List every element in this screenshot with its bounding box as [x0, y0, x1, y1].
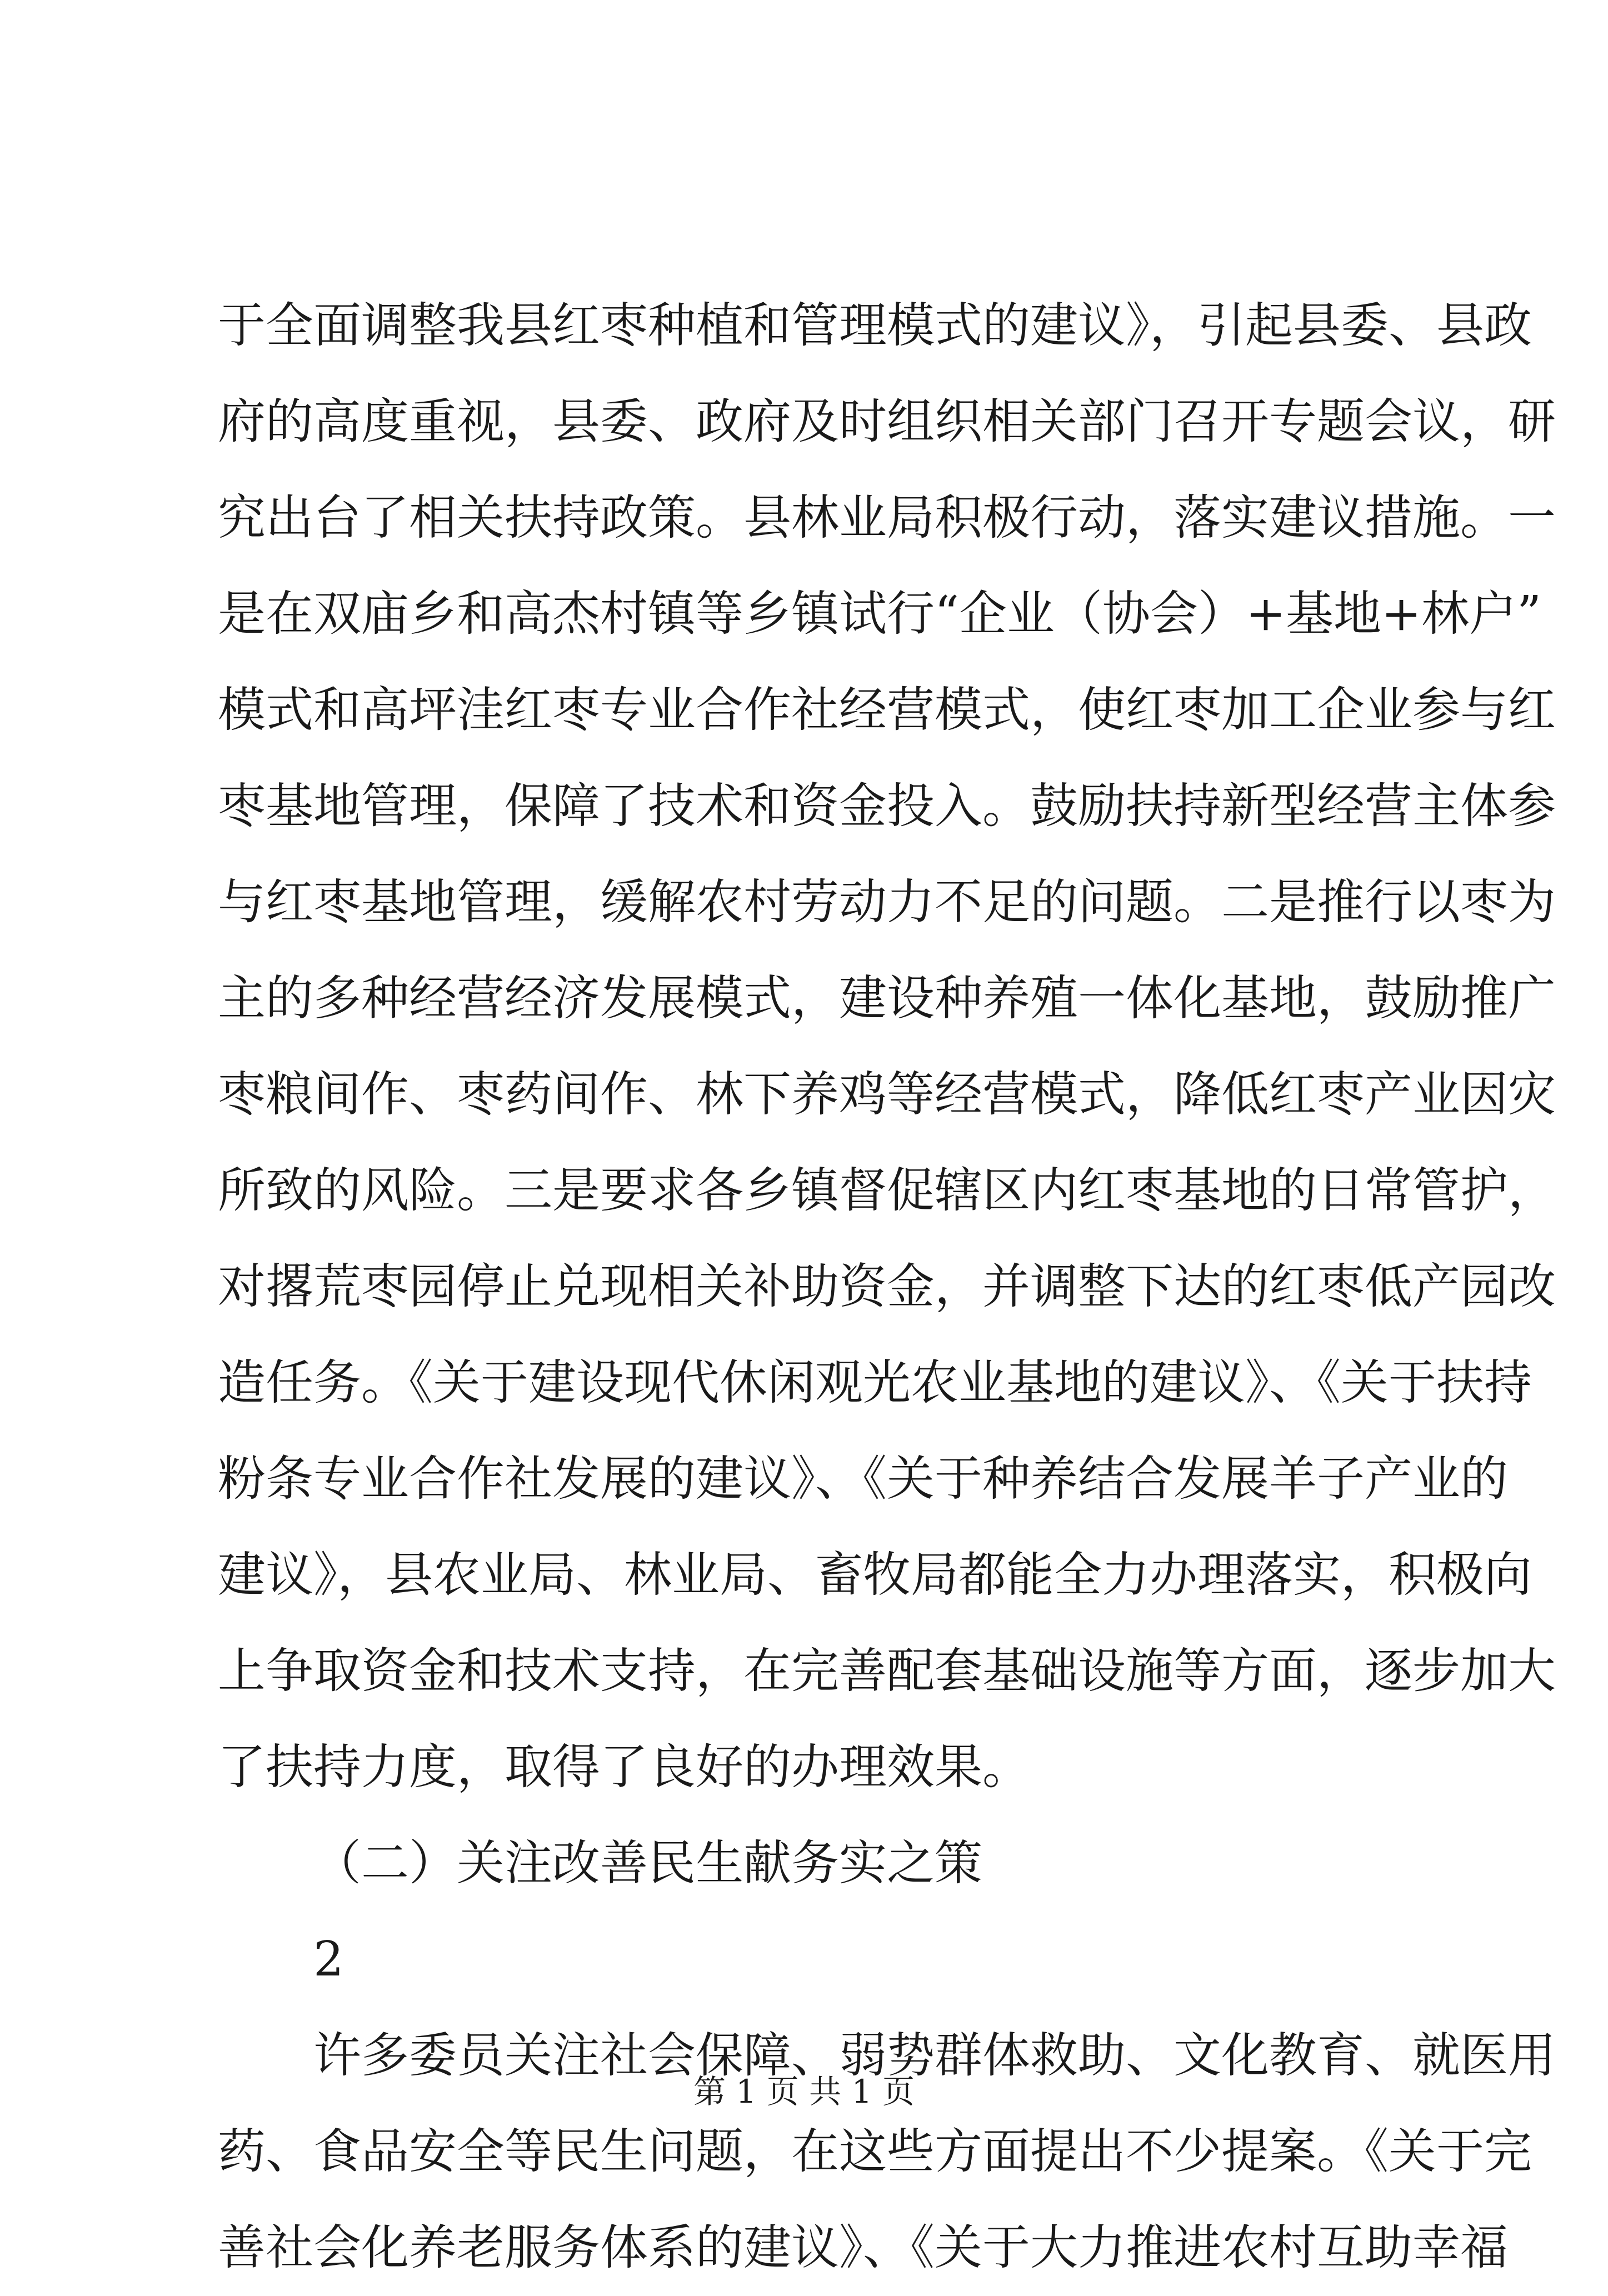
paragraph-line: 粉条专业合作社发展的建议》、《关于种养结合发展羊子产业的: [218, 1451, 1508, 1507]
paragraph-line: 枣粮间作、枣药间作、林下养鸡等经营模式，降低红枣产业因灾: [218, 1067, 1556, 1122]
paragraph-line: 了扶持力度，取得了良好的办理效果。: [218, 1739, 1030, 1795]
paragraph-line: 建议》，县农业局、林业局、畜牧局都能全力办理落实，积极向: [218, 1547, 1532, 1603]
page-footer: 第 1 页 共 1 页: [693, 2073, 915, 2110]
document-body: [218, 278, 1556, 2296]
paragraph-line: 是在双庙乡和高杰村镇等乡镇试行“企业（协会）+基地+林户”: [218, 586, 1542, 642]
paragraph-line: 枣基地管理，保障了技术和资金投入。鼓励扶持新型经营主体参: [218, 778, 1556, 834]
paragraph-line: 府的高度重视，县委、政府及时组织相关部门召开专题会议，研: [218, 394, 1556, 449]
page-number-marker: 2: [313, 1932, 344, 1987]
paragraph-line: 药、食品安全等民生问题，在这些方面提出不少提案。《关于完: [218, 2124, 1532, 2179]
paragraph-line: 造任务。《关于建设现代休闲观光农业基地的建议》、《关于扶持: [218, 1355, 1532, 1410]
paragraph-line: 对撂荒枣园停止兑现相关补助资金，并调整下达的红枣低产园改: [218, 1259, 1556, 1314]
paragraph-line: 许多委员关注社会保障、弱势群体救助、文化教育、就医用: [313, 2028, 1556, 2083]
paragraph-line: 于全面调整我县红枣种植和管理模式的建议》，引起县委、县政: [218, 298, 1532, 353]
paragraph-line: 主的多种经营经济发展模式，建设种养殖一体化基地，鼓励推广: [218, 971, 1556, 1026]
section-heading: （二）关注改善民生献务实之策: [313, 1835, 982, 1891]
paragraph-line: 究出台了相关扶持政策。县林业局积极行动，落实建议措施。一: [218, 490, 1556, 546]
paragraph-line: 善社会化养老服务体系的建议》、《关于大力推进农村互助幸福: [218, 2220, 1508, 2275]
paragraph-line: 所致的风险。三是要求各乡镇督促辖区内红枣基地的日常管护，: [218, 1163, 1556, 1218]
paragraph-line: 与红枣基地管理，缓解农村劳动力不足的问题。二是推行以枣为: [218, 874, 1556, 930]
paragraph-line: 模式和高坪洼红枣专业合作社经营模式，使红枣加工企业参与红: [218, 682, 1556, 738]
paragraph-line: 上争取资金和技术支持，在完善配套基础设施等方面，逐步加大: [218, 1643, 1556, 1699]
